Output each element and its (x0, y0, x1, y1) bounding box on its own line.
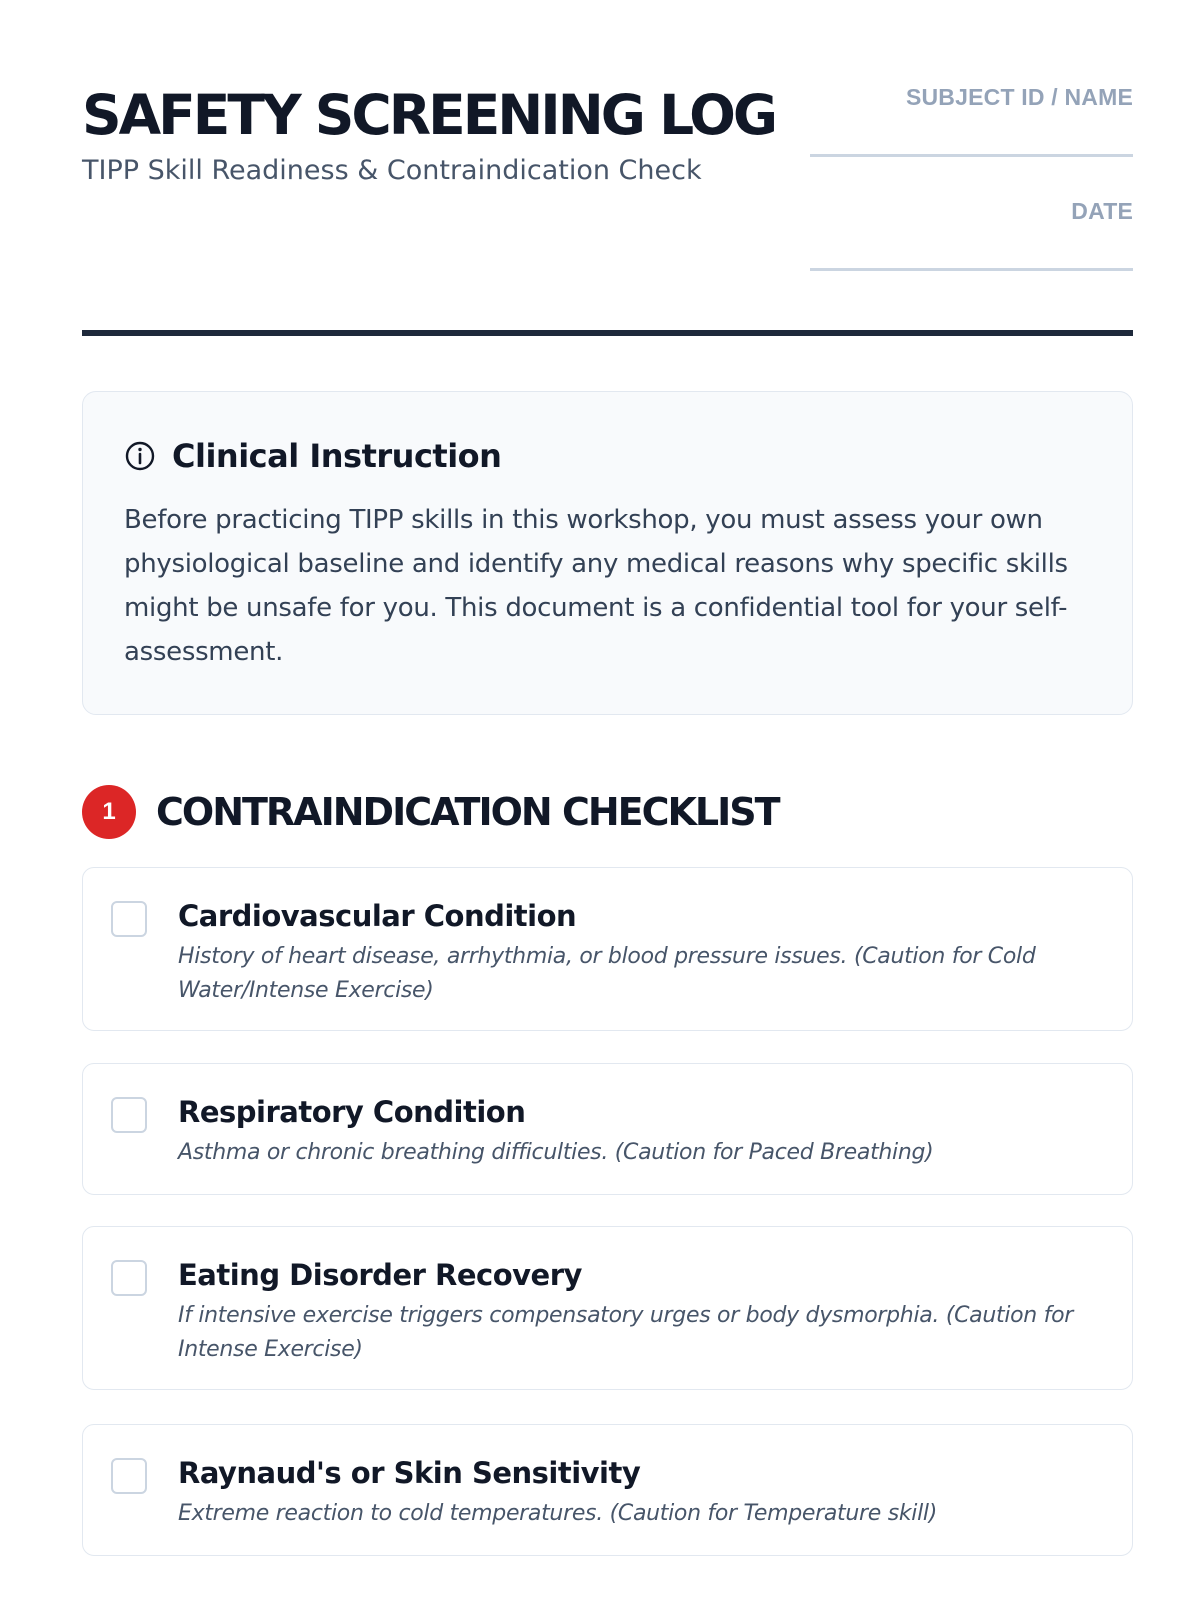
date-field[interactable] (810, 196, 1133, 271)
checklist-item-description: Asthma or chronic breathing difficulties. (Caution for Paced Breathing) (178, 1140, 934, 1165)
instruction-header (124, 436, 1091, 476)
instruction-title: Clinical Instruction (172, 437, 502, 475)
section-title: CONTRAINDICATION CHECKLIST (156, 790, 779, 834)
instruction-body: Before practicing TIPP skills in this workshop, you must assess your own physiological baseline and identify any medical reasons why specific skills might be unsafe for you. This document is a confidential tool for your self-assessment. (124, 505, 1068, 667)
checklist-item-text (178, 1094, 1082, 1170)
screening-log-page (82, 0, 1133, 1526)
checklist-item-description: History of heart disease, arrhythmia, or blood pressure issues. (Caution for Cold Water/Intense Exercise) (178, 944, 1036, 1003)
date-line[interactable] (810, 268, 1133, 271)
clinical-instruction-card (82, 391, 1133, 715)
info-icon (124, 440, 156, 472)
contraindication-section-header (82, 785, 779, 839)
checkbox-eating-disorder[interactable] (111, 1260, 147, 1296)
checklist-item-description: Extreme reaction to cold temperatures. (Caution for Temperature skill) (178, 1501, 938, 1526)
checkbox-respiratory[interactable] (111, 1097, 147, 1133)
checkbox-cardiovascular[interactable] (111, 901, 147, 937)
header-divider (82, 330, 1133, 336)
page-title: SAFETY SCREENING LOG (82, 83, 776, 147)
checklist-item-title: Raynaud's or Skin Sensitivity (178, 1456, 641, 1490)
checklist-item-respiratory[interactable] (82, 1063, 1133, 1195)
checkbox-raynauds[interactable] (111, 1458, 147, 1494)
checklist-item-text (178, 1257, 1082, 1367)
document-header (82, 0, 1133, 336)
checklist-item-title: Respiratory Condition (178, 1095, 526, 1129)
checklist-item-eating-disorder[interactable] (82, 1226, 1133, 1390)
subject-id-label: SUBJECT ID / NAME (905, 84, 1133, 110)
checklist-item-title: Eating Disorder Recovery (178, 1258, 582, 1292)
checklist-item-text (178, 1455, 1082, 1531)
checklist-item-title: Cardiovascular Condition (178, 899, 577, 933)
subject-id-field[interactable] (810, 82, 1133, 157)
date-label: DATE (1071, 198, 1133, 224)
checklist-item-text (178, 898, 1082, 1008)
subject-id-line[interactable] (810, 154, 1133, 157)
checklist-item-cardiovascular[interactable] (82, 867, 1133, 1031)
step-number-badge: 1 (82, 785, 136, 839)
page-subtitle: TIPP Skill Readiness & Contraindication Check (82, 155, 702, 186)
checklist-item-raynauds[interactable] (82, 1424, 1133, 1556)
checklist-item-description: If intensive exercise triggers compensatory urges or body dysmorphia. (Caution for Intense Exercise) (178, 1303, 1073, 1362)
